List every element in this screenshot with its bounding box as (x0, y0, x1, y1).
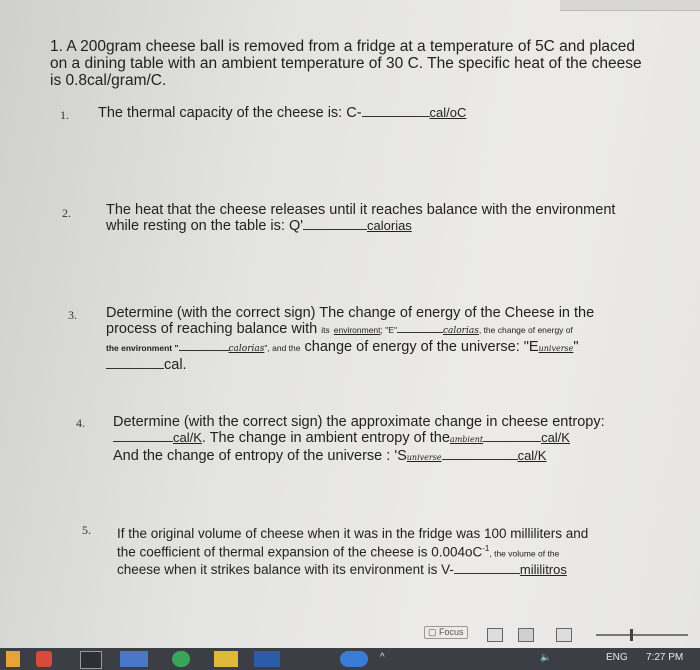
answer-blank-3a[interactable] (397, 332, 443, 333)
intro-line-3: is 0.8cal/gram/C. (50, 72, 167, 89)
question-3-and-the: ", and the (264, 343, 301, 353)
app-icon-2[interactable] (36, 651, 52, 667)
question-5-line-2: the coefficient of thermal expansion of the cheese is 0.004oC (117, 544, 483, 560)
question-2-line-2: while resting on the table is: Q' (106, 218, 304, 234)
question-3-line-2: process of reaching balance with (106, 321, 318, 337)
zoom-slider-thumb[interactable] (630, 629, 633, 641)
question-3-number: 3. (68, 308, 77, 322)
question-3-environment: environment (333, 325, 381, 335)
answer-blank-3b[interactable] (179, 350, 229, 351)
answer-blank-4a[interactable] (113, 441, 173, 442)
question-1-unit: cal/oC (429, 105, 467, 120)
question-3-unit-a: calorias (442, 326, 479, 336)
question-4-line-3: And the change of entropy of the universe : 'S (113, 448, 407, 464)
chevron-up-icon[interactable]: ^ (380, 652, 385, 663)
intro-line-2: on a dining table with an ambient temperature of 30 C. The specific heat of the cheese (50, 55, 642, 72)
intro-line-1: 1. A 200gram cheese ball is removed from a fridge at a temperature of 5C and placed (50, 38, 636, 55)
question-3-unit-c: cal. (164, 357, 187, 373)
question-3-quote: " (573, 339, 579, 355)
focus-label: Focus (439, 627, 464, 637)
question-2-number: 2. (62, 206, 71, 220)
window-top-strip (560, 0, 700, 11)
app-icon-6[interactable] (214, 651, 238, 667)
question-4-ambient-sub: ambient (449, 435, 484, 444)
question-5-unit: mililitros (519, 561, 567, 577)
document-status-bar (0, 624, 700, 648)
app-icon-1[interactable] (6, 651, 20, 667)
question-3-universe-text: change of energy of the universe: "E (304, 339, 539, 355)
zoom-slider[interactable] (596, 634, 688, 636)
question-5-number: 5. (82, 523, 91, 537)
question-2-unit: calorias (367, 218, 412, 233)
app-icon-8[interactable] (340, 651, 368, 667)
question-5-volume-of-the: , the volume of the (489, 548, 560, 559)
app-icon-4[interactable] (120, 651, 148, 667)
question-4-line-2: . The change in ambient entropy of the (201, 430, 450, 446)
taskbar (0, 648, 700, 670)
print-layout-icon[interactable] (518, 628, 534, 642)
question-5-line-1: If the original volume of cheese when it was in the fridge was 100 milliliters and (117, 526, 589, 541)
question-3-its: its (321, 325, 330, 335)
answer-blank-3c[interactable] (106, 368, 164, 369)
question-1-text: The thermal capacity of the cheese is: C- (98, 105, 362, 121)
answer-blank-4c[interactable] (442, 459, 518, 460)
question-4-number: 4. (76, 416, 85, 430)
question-4-unit-c: cal/K (517, 448, 547, 463)
question-2-line-1: The heat that the cheese releases until it reaches balance with the environment (106, 202, 616, 218)
question-4-unit-a: cal/K (173, 430, 202, 445)
question-4-line-1: Determine (with the correct sign) the approximate change in cheese entropy: (113, 414, 605, 430)
app-icon-5[interactable] (172, 651, 190, 667)
question-5-line-3: cheese when it strikes balance with its environment is V- (117, 561, 454, 577)
question-4-unit-b: cal/K (541, 430, 570, 445)
focus-icon: ▢ (428, 627, 437, 637)
answer-blank-1[interactable] (362, 116, 430, 117)
read-mode-icon[interactable] (487, 628, 503, 642)
language-indicator[interactable]: ENG (606, 652, 628, 663)
question-3-universe-sub: universe (538, 344, 574, 353)
question-5-exponent: -1 (482, 544, 490, 553)
web-layout-icon[interactable] (556, 628, 572, 642)
word-icon[interactable] (254, 651, 280, 667)
question-3-unit-b: calorias (228, 344, 265, 354)
question-3-energy-env: , the change of energy of (478, 325, 573, 335)
focus-mode-button[interactable] (424, 626, 468, 639)
answer-blank-4b[interactable] (483, 441, 541, 442)
problem-intro (50, 38, 650, 89)
clock[interactable]: 7:27 PM (646, 652, 684, 663)
question-3-environment-label: the environment " (106, 343, 179, 353)
question-4-universe-sub: universe (406, 453, 442, 462)
volume-icon[interactable]: 🔈 (540, 652, 552, 662)
question-1-number: 1. (60, 108, 69, 122)
question-3-e-label: ; "E" (380, 325, 397, 335)
question-3-line-1: Determine (with the correct sign) The change of energy of the Cheese in the (106, 305, 595, 321)
answer-blank-5[interactable] (454, 573, 520, 574)
answer-blank-2[interactable] (303, 229, 367, 230)
app-icon-3[interactable] (80, 651, 102, 669)
